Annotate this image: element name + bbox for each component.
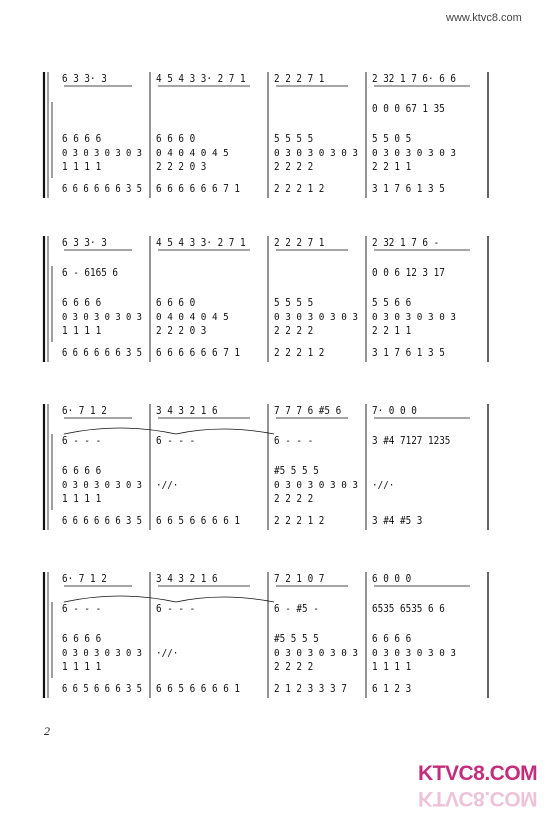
notation-text: 0 3 0 3 0 3 0 3 [274,148,358,159]
notation-text: 6 6 6 0 [156,297,196,309]
notation-text: 0 3 0 3 0 3 0 3 [372,148,456,159]
notation-text: 6 - - - [62,435,102,447]
tie-arc [64,596,176,602]
notation-text: 2 2 2 7 1 [274,73,325,85]
notation-text: 6 - 6165 6 [62,267,118,279]
notation-text: 2 2 2 2 [274,661,314,673]
notation-text: 1 1 1 1 [62,661,102,673]
notation-text: 0 3 0 3 0 3 0 3 [274,648,358,659]
notation-text: 0 4 0 4 0 4 5 [156,148,229,159]
notation-text: 2 1 2 3 3 3 7 [274,683,347,695]
notation-text: 2 2 2 2 [274,161,314,173]
notation-text: 0 3 0 3 0 3 0 3 [62,480,142,491]
notation-text: 6535 6535 6 6 [372,603,445,615]
notation-text: 6 - #5 - [274,603,319,615]
notation-text: 6 6 6 6 6 6 3 5 [62,515,142,527]
notation-text: 0 0 0 67 1 35 [372,103,445,115]
notation-text: 0 3 0 3 0 3 0 3 [62,648,142,659]
notation-text: 6 - - - [156,435,196,447]
notation-text: 6 6 6 0 [156,133,196,145]
notation-text: 6 6 5 6 6 6 6 1 [156,515,240,527]
notation-text: 0 0 6 12 3 17 [372,267,445,279]
notation-text: ·//· [156,480,179,491]
notation-text: 6 6 6 6 [372,633,412,645]
notation-text: 7 7 7 6 #5 6 [274,405,342,417]
notation-text: 6· 7 1 2 [62,573,107,585]
notation-text: 6 - - - [62,603,102,615]
notation-text: 2 2 2 0 3 [156,325,207,337]
notation-text: 6· 7 1 2 [62,405,107,417]
notation-text: 2 2 1 1 [372,325,412,337]
notation-text: 0 3 0 3 0 3 0 3 [372,648,456,659]
notation-text: 3 4 3 2 1 6 [156,405,218,417]
notation-text: 2 2 2 1 2 [274,515,325,527]
notation-text: 2 32 1 7 6· 6 6 [372,73,456,85]
notation-text: ·//· [156,648,179,659]
notation-text: 1 1 1 1 [62,325,102,337]
notation-text: 0 3 0 3 0 3 0 3 [274,312,358,323]
notation-text: 1 1 1 1 [62,493,102,505]
notation-text: 2 2 2 1 2 [274,183,325,195]
notation-text: 1 1 1 1 [62,161,102,173]
notation-text: 0 3 0 3 0 3 0 3 [372,312,456,323]
notation-text: 6 6 5 6 6 6 3 5 [62,683,142,695]
notation-text: 6 3 3· 3 [62,73,107,85]
notation-text: 6 6 6 6 6 6 7 1 [156,347,240,359]
notation-text: 0 3 0 3 0 3 0 3 [62,148,142,159]
notation-text: 4 5 4 3 3· 2 7 1 [156,237,246,249]
notation-text: 0 3 0 3 0 3 0 3 [62,312,142,323]
notation-text: 6 6 5 6 6 6 6 1 [156,683,240,695]
notation-text: 2 2 1 1 [372,161,412,173]
notation-text: 3 1 7 6 1 3 5 [372,347,445,359]
notation-text: 6 - - - [274,435,314,447]
notation-text: ·//· [372,480,395,491]
tie-arc [64,428,176,434]
notation-text: 2 2 2 0 3 [156,161,207,173]
notation-text: 4 5 4 3 3· 2 7 1 [156,73,246,85]
notation-text: 6 6 6 6 6 6 3 5 [62,347,142,359]
notation-text: 5 5 0 5 [372,133,412,145]
notation-text: #5 5 5 5 [274,633,319,645]
notation-text: 6 0 0 0 [372,573,412,585]
notation-text: 5 5 5 5 [274,297,314,309]
notation-text: 6 1 2 3 [372,683,412,695]
notation-text: 2 2 2 2 [274,493,314,505]
notation-text: 0 4 0 4 0 4 5 [156,312,229,323]
notation-text: 2 2 2 2 [274,325,314,337]
notation-text: 5 5 6 6 [372,297,412,309]
notation-text: 7· 0 0 0 [372,405,417,417]
notation-text: 7 2 1 0 7 [274,573,325,585]
site-logo: KTVC8.COM [418,762,538,785]
notation-text: 6 3 3· 3 [62,237,107,249]
notation-text: 3 1 7 6 1 3 5 [372,183,445,195]
notation-text: 2 32 1 7 6 - [372,237,440,249]
notation-text: 6 6 6 6 [62,133,102,145]
notation-text: 2 2 2 7 1 [274,237,325,249]
tie-arc [176,597,274,602]
notation-text: #5 5 5 5 [274,465,319,477]
site-logo-reflection: KTVC8.COM [418,787,538,810]
notation-text: 3 4 3 2 1 6 [156,573,218,585]
notation-text: 1 1 1 1 [372,661,412,673]
notation-text: 6 6 6 6 6 6 3 5 [62,183,142,195]
notation-text: 3 #4 7127 1235 [372,435,451,447]
notation-text: 3 #4 #5 3 [372,515,423,527]
page-number: 2 [44,724,50,738]
tie-arc [176,429,274,434]
notation-text: 6 6 6 6 6 6 7 1 [156,183,240,195]
notation-text: 6 - - - [156,603,196,615]
notation-text: 5 5 5 5 [274,133,314,145]
notation-text: 6 6 6 6 [62,297,102,309]
notation-text: 0 3 0 3 0 3 0 3 [274,480,358,491]
notation-text: 6 6 6 6 [62,465,102,477]
notation-text: 2 2 2 1 2 [274,347,325,359]
site-watermark: www.ktvc8.com [446,12,522,24]
notation-text: 6 6 6 6 [62,633,102,645]
